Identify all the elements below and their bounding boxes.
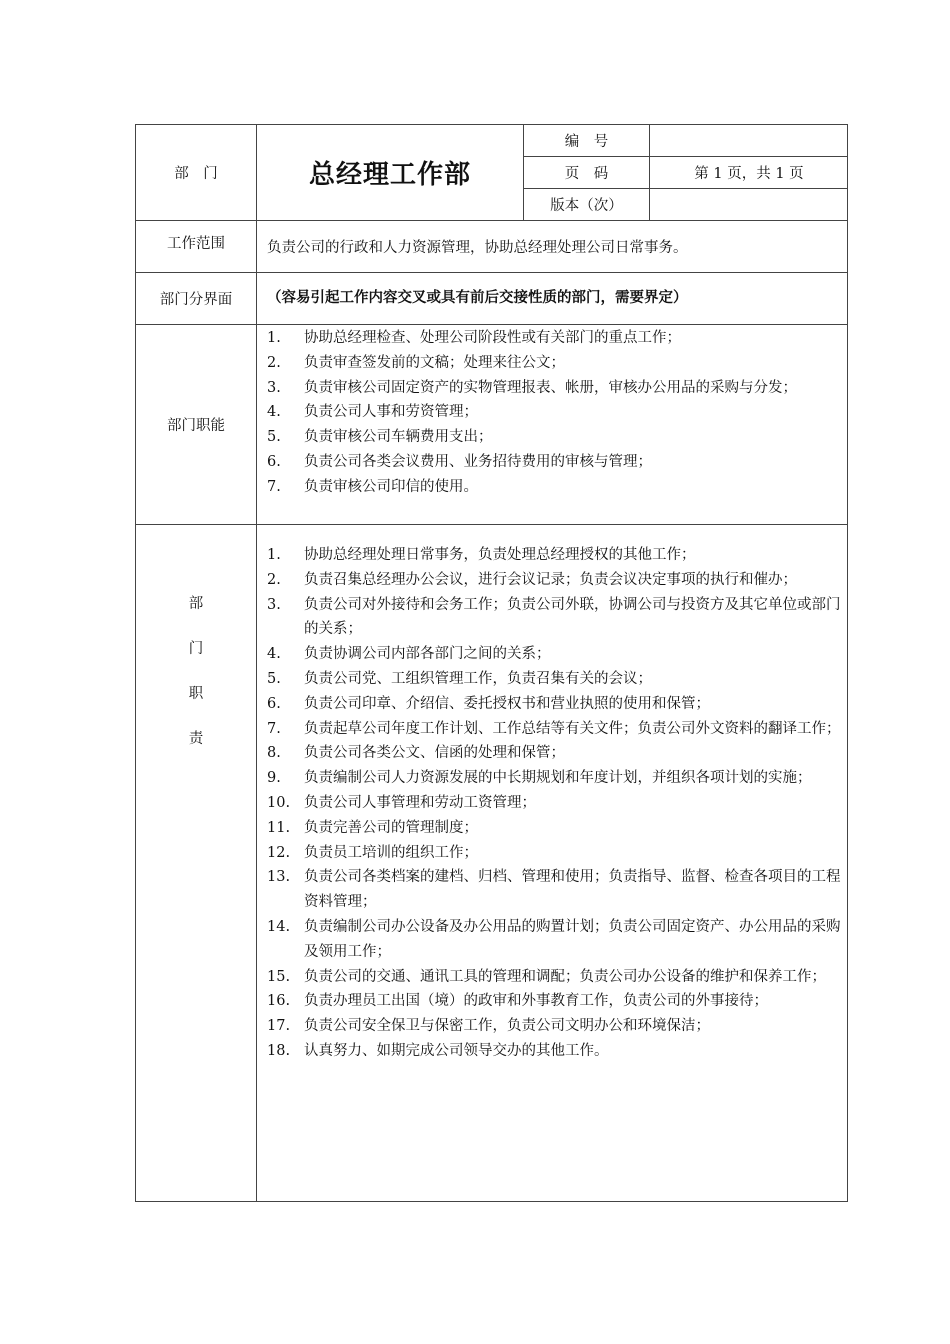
list-item bbox=[267, 475, 842, 500]
list-item bbox=[267, 741, 842, 766]
list-item-text: 负责编制公司办公设备及办公用品的购置计划；负责公司固定资产、办公用品的采购及领用工作； bbox=[304, 918, 841, 960]
list-item-text: 负责编制公司人力资源发展的中长期规划和年度计划，并组织各项计划的实施； bbox=[304, 770, 812, 787]
list-item-number: 13. bbox=[267, 869, 291, 886]
list-item bbox=[267, 791, 842, 816]
list-item-number: 5. bbox=[267, 429, 281, 446]
duties-label bbox=[136, 525, 256, 815]
list-item bbox=[267, 816, 842, 841]
list-item-number: 11. bbox=[267, 819, 291, 836]
duties-label-char: 门 bbox=[188, 641, 204, 657]
list-item bbox=[267, 915, 842, 965]
list-item-number: 3. bbox=[267, 379, 281, 396]
list-item bbox=[267, 593, 842, 643]
scope-label: 工作范围 bbox=[167, 236, 225, 252]
list-item-number: 3. bbox=[267, 596, 281, 613]
list-item-number: 4. bbox=[267, 646, 281, 663]
boundary-label: 部门分界面 bbox=[159, 292, 233, 308]
list-item-number: 8. bbox=[267, 745, 281, 762]
list-item-text: 负责审查签发前的文稿；处理来往公文； bbox=[304, 354, 565, 371]
list-item bbox=[267, 667, 842, 692]
list-item-number: 17. bbox=[267, 1018, 291, 1035]
list-item-text: 负责公司各类公文、信函的处理和保管； bbox=[304, 745, 565, 762]
list-item-text: 负责公司人事管理和劳动工资管理； bbox=[304, 794, 536, 811]
scope-text: 负责公司的行政和人力资源管理，协助总经理处理公司日常事务。 bbox=[267, 240, 688, 256]
page-value: 第 1 页，共 1 页 bbox=[694, 166, 804, 182]
list-item-text: 负责起草公司年度工作计划、工作总结等有关文件；负责公司外文资料的翻译工作； bbox=[304, 720, 841, 737]
list-item-text: 负责公司各类会议费用、业务招待费用的审核与管理； bbox=[304, 453, 652, 470]
list-item-text: 协助总经理处理日常事务，负责处理总经理授权的其他工作； bbox=[304, 547, 696, 563]
list-item bbox=[267, 1014, 842, 1039]
list-item-number: 15. bbox=[267, 968, 291, 985]
list-item-number: 1. bbox=[267, 330, 281, 346]
list-item bbox=[267, 568, 842, 593]
functions-label: 部门职能 bbox=[167, 418, 225, 434]
list-item bbox=[267, 351, 842, 376]
list-item-number: 9. bbox=[267, 770, 281, 787]
duties-list-container bbox=[267, 543, 842, 1193]
duties-label-char: 责 bbox=[188, 731, 204, 747]
list-item bbox=[267, 642, 842, 667]
label-column-divider bbox=[256, 125, 257, 1202]
functions-list bbox=[267, 326, 842, 500]
list-item-text: 负责公司党、工组织管理工作，负责召集有关的会议； bbox=[304, 670, 652, 687]
list-item-number: 5. bbox=[267, 670, 281, 687]
code-label: 编 号 bbox=[564, 134, 609, 150]
list-item-number: 7. bbox=[267, 720, 281, 737]
list-item-text: 负责公司对外接待和会务工作；负责公司外联，协调公司与投资方及其它单位或部门的关系； bbox=[304, 596, 841, 638]
duties-label-char: 职 bbox=[188, 686, 204, 702]
list-item-number: 2. bbox=[267, 571, 281, 588]
list-item-number: 7. bbox=[267, 478, 281, 495]
list-item-text: 负责公司安全保卫与保密工作，负责公司文明办公和环境保洁； bbox=[304, 1018, 710, 1035]
list-item-text: 协助总经理检查、处理公司阶段性或有关部门的重点工作； bbox=[304, 330, 681, 346]
list-item-text: 负责公司的交通、通讯工具的管理和调配；负责公司办公设备的维护和保养工作； bbox=[304, 968, 826, 985]
list-item-number: 18. bbox=[267, 1042, 291, 1059]
list-item-number: 16. bbox=[267, 993, 291, 1010]
list-item bbox=[267, 450, 842, 475]
list-item bbox=[267, 717, 842, 742]
list-item bbox=[267, 1039, 842, 1064]
list-item-text: 负责办理员工出国（境）的政审和外事教育工作，负责公司的外事接待； bbox=[304, 993, 768, 1010]
list-item-number: 6. bbox=[267, 453, 281, 470]
list-item bbox=[267, 326, 842, 351]
list-item bbox=[267, 692, 842, 717]
list-item bbox=[267, 543, 842, 568]
list-item bbox=[267, 965, 842, 990]
version-value bbox=[650, 189, 848, 220]
list-item-text: 负责协调公司内部各部门之间的关系； bbox=[304, 646, 551, 663]
duties-label-char: 部 bbox=[188, 596, 204, 612]
list-item-text: 负责审核公司印信的使用。 bbox=[304, 478, 478, 495]
list-item-number: 2. bbox=[267, 354, 281, 371]
version-label: 版本（次） bbox=[550, 198, 623, 214]
page-label: 页 码 bbox=[564, 166, 609, 182]
boundary-text: （容易引起工作内容交叉或具有前后交接性质的部门，需要界定） bbox=[267, 288, 688, 306]
list-item-text: 认真努力、如期完成公司领导交办的其他工作。 bbox=[304, 1042, 609, 1059]
list-item-number: 1. bbox=[267, 547, 281, 563]
list-item-number: 6. bbox=[267, 695, 281, 712]
list-item bbox=[267, 376, 842, 401]
list-item bbox=[267, 865, 842, 915]
dept-label: 部 门 bbox=[174, 166, 218, 182]
list-item bbox=[267, 425, 842, 450]
list-item-text: 负责公司人事和劳资管理； bbox=[304, 404, 478, 421]
list-item bbox=[267, 400, 842, 425]
list-item-text: 负责完善公司的管理制度； bbox=[304, 819, 478, 836]
responsibility-table bbox=[135, 124, 848, 1202]
list-item bbox=[267, 841, 842, 866]
list-item-text: 负责员工培训的组织工作； bbox=[304, 844, 478, 861]
list-item-number: 4. bbox=[267, 404, 281, 421]
list-item-number: 10. bbox=[267, 794, 291, 811]
functions-list-container bbox=[267, 326, 842, 524]
list-item-text: 负责召集总经理办公会议，进行会议记录；负责会议决定事项的执行和催办； bbox=[304, 571, 797, 588]
code-value bbox=[650, 125, 848, 156]
list-item-number: 12. bbox=[267, 844, 291, 861]
list-item-text: 负责审核公司车辆费用支出； bbox=[304, 429, 493, 446]
list-item-number: 14. bbox=[267, 918, 291, 935]
list-item bbox=[267, 989, 842, 1014]
duties-list bbox=[267, 543, 842, 1064]
list-item-text: 负责审核公司固定资产的实物管理报表、帐册，审核办公用品的采购与分发； bbox=[304, 379, 797, 396]
list-item bbox=[267, 766, 842, 791]
dept-name-title: 总经理工作部 bbox=[308, 160, 471, 190]
list-item-text: 负责公司印章、介绍信、委托授权书和营业执照的使用和保管； bbox=[304, 695, 710, 712]
list-item-text: 负责公司各类档案的建档、归档、管理和使用；负责指导、监督、检查各项目的工程资料管理； bbox=[304, 869, 841, 911]
